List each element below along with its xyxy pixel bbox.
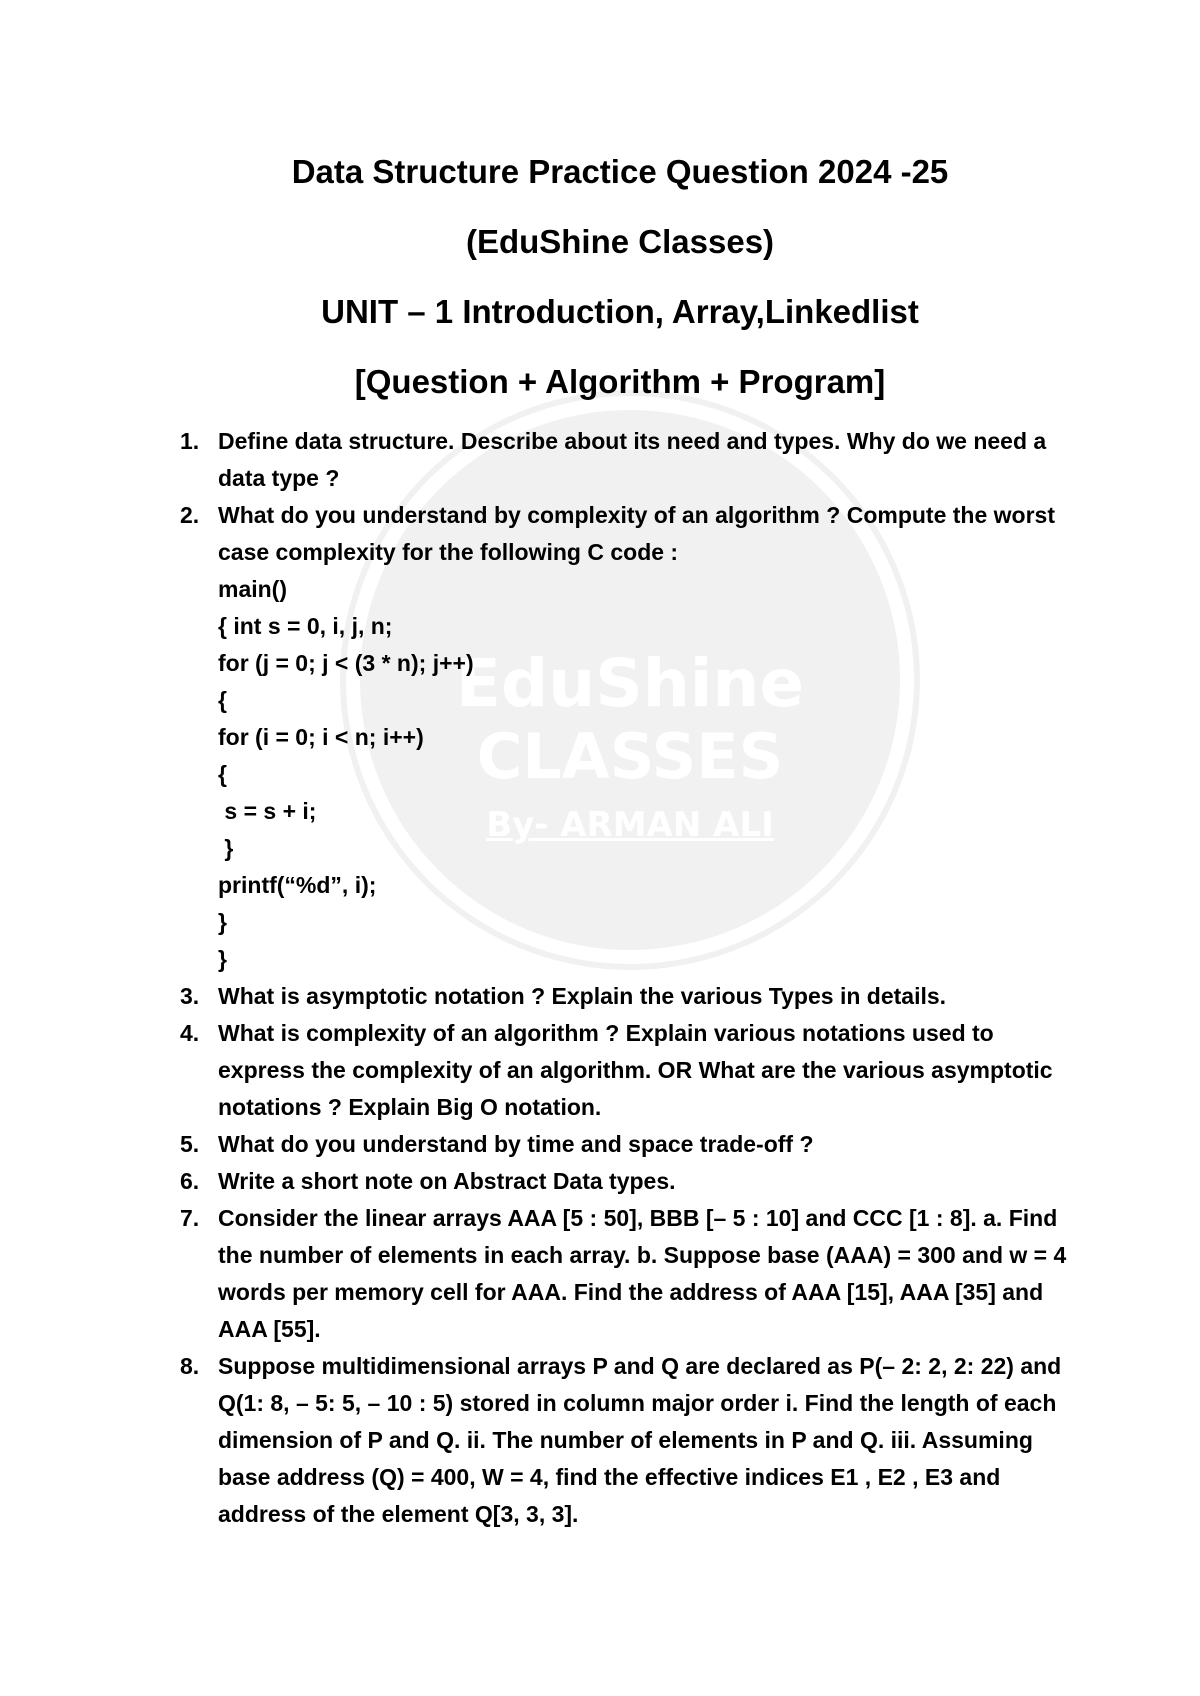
question-item: [180, 497, 1078, 978]
code-line: }: [218, 946, 227, 972]
code-line: {: [218, 761, 227, 787]
code-line: for (j = 0; j < (3 * n); j++): [218, 650, 474, 676]
question-item: [180, 1200, 1078, 1348]
question-number: 7.: [180, 1205, 200, 1231]
code-line: { int s = 0, i, j, n;: [218, 613, 393, 639]
question-text: Suppose multidimensional arrays P and Q are declared as P(– 2: 2, 2: 22) and Q(1: 8, – 5: 5, – 10 : 5) stored in column major order i. Find the length of each dimension of P and Q. ii. The number of elements in P and Q. iii. Assuming base address (Q) = 400, W = 4, find the effective indices E1 , E2 , E3 and address of the element Q[3, 3, 3].: [218, 1353, 1062, 1527]
question-text: What do you understand by complexity of an algorithm ? Compute the worst case complexity for the following C code :: [218, 502, 1055, 565]
code-snippet: [218, 571, 1078, 978]
question-text: Consider the linear arrays AAA [5 : 50], BBB [– 5 : 10] and CCC [1 : 8]. a. Find the number of elements in each array. b. Suppose base (AAA) = 300 and w = 4 words per memory cell for AAA. Find the address of AAA [15], AAA [35] and AAA [55].: [218, 1205, 1067, 1342]
question-number: 8.: [180, 1353, 200, 1379]
question-item: [180, 978, 1078, 1015]
code-line: printf(“%d”, i);: [218, 872, 377, 898]
watermark-author: By- ARMAN ALI: [486, 805, 774, 845]
question-number: 3.: [180, 983, 200, 1009]
question-number: 4.: [180, 1020, 200, 1046]
watermark-classes: CLASSES: [476, 720, 784, 793]
document-header: [0, 142, 1200, 422]
question-item: [180, 423, 1078, 497]
watermark-brand: EduShine: [455, 645, 805, 722]
code-line: {: [218, 687, 227, 713]
question-text: What is complexity of an algorithm ? Explain various notations used to express the complexity of an algorithm. OR What are the various asymptotic notations ? Explain Big O notation.: [218, 1020, 1053, 1120]
question-text: Define data structure. Describe about its need and types. Why do we need a data type ?: [218, 428, 1047, 491]
code-line: main(): [218, 576, 287, 602]
unit-heading: UNIT – 1 Introduction, Array,Linkedlist: [321, 293, 919, 330]
question-number: 6.: [180, 1168, 200, 1194]
question-number: 2.: [180, 502, 200, 528]
question-item: [180, 1015, 1078, 1126]
question-number: 1.: [180, 428, 200, 454]
code-line: }: [218, 909, 227, 935]
organization-name: (EduShine Classes): [465, 223, 775, 260]
question-number: 5.: [180, 1131, 200, 1157]
question-text: What do you understand by time and space trade-off ?: [218, 1131, 814, 1157]
code-line: }: [218, 835, 234, 861]
question-text: What is asymptotic notation ? Explain the various Types in details.: [218, 983, 947, 1009]
question-item: [180, 1126, 1078, 1163]
document-title: Data Structure Practice Question 2024 -25: [291, 153, 949, 190]
question-text: Write a short note on Abstract Data types.: [218, 1168, 676, 1194]
format-heading: [Question + Algorithm + Program]: [354, 363, 886, 400]
code-line: s = s + i;: [218, 798, 317, 824]
code-line: for (i = 0; i < n; i++): [218, 724, 424, 750]
question-item: [180, 1348, 1078, 1533]
question-list: [180, 423, 1078, 1533]
question-item: [180, 1163, 1078, 1200]
